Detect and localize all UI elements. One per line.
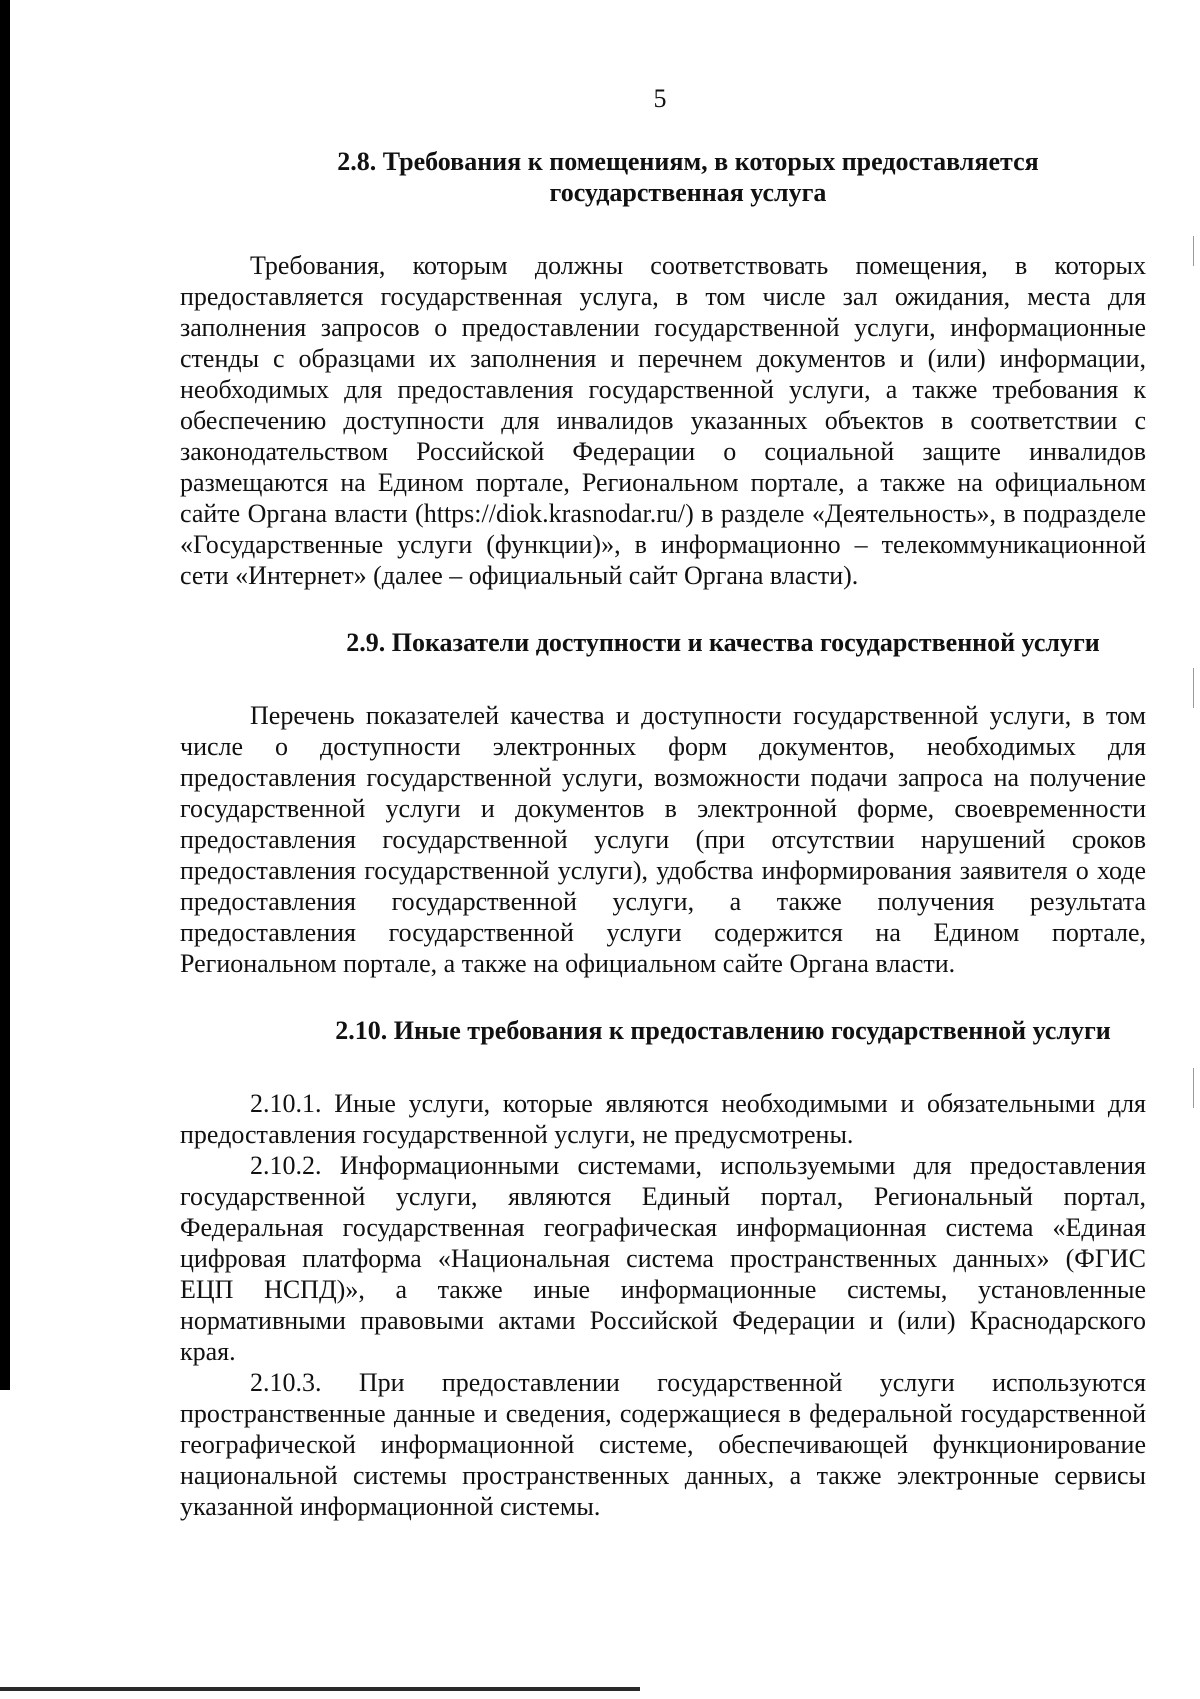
paragraph: 2.10.1. Иные услуги, которые являются необходимыми и обязательными для предоставления государственной услуги, не предусмотрены. xyxy=(180,1089,1146,1149)
scan-mark xyxy=(1193,236,1194,266)
scan-edge-left xyxy=(0,0,10,1390)
page-number: 5 xyxy=(653,84,667,113)
section-heading-2-9: 2.9. Показатели доступности и качества государственной услуги xyxy=(346,628,1100,657)
paragraph: 2.10.2. Информационными системами, используемыми для предоставления государственной услуги, являются Единый портал, Региональный портал, Федеральная государственная географическая информационная система «Единая цифровая платформа «Национальная система пространственных данных» (ФГИС ЕЦП НСПД)», а также иные информационные системы, установленные нормативными правовыми актами Российской Федерации и (или) Краснодарского края. xyxy=(180,1151,1146,1366)
document-body xyxy=(180,146,1146,1522)
paragraph: Перечень показателей качества и доступности государственной услуги, в том числе о доступности электронных форм документов, необходимых для предоставления государственной услуги, возможности подачи запроса на получение государственной услуги и документов в электронной форме, своевременности предоставления государственной услуги (при отсутствии нарушений сроков предоставления государственной услуги), удобства информирования заявителя о ходе предоставления государственной услуги, а также получения результата предоставления государственной услуги содержится на Едином портале, Региональном портале, а также на официальном сайте Органа власти. xyxy=(180,701,1146,978)
scan-edge-bottom xyxy=(0,1687,640,1691)
paragraph: Требования, которым должны соответствовать помещения, в которых предоставляется государственная услуга, в том числе зал ожидания, места для заполнения запросов о предоставлении государственной услуги, информационные стенды с образцами их заполнения и перечнем документов и (или) информации, необходимых для предоставления государственной услуги, а также требования к обеспечению доступности для инвалидов указанных объектов в соответствии с законодательством Российской Федерации о социальной защите инвалидов размещаются на Едином портале, Региональном портале, а также на официальном сайте Органа власти (https://diok.krasnodar.ru/) в разделе «Деятельность», в подразделе «Государственные услуги (функции)», в информационно – телекоммуникационной сети «Интернет» (далее – официальный сайт Органа власти). xyxy=(180,251,1146,590)
section-heading-2-8 xyxy=(180,146,1146,208)
paragraph: 2.10.3. При предоставлении государственной услуги используются пространственные данные и сведения, содержащиеся в федеральной государственной географической информационной системе, обеспечивающей функционирование национальной системы пространственных данных, а также электронные сервисы указанной информационной системы. xyxy=(180,1368,1146,1521)
section-heading-line: государственная услуга xyxy=(549,178,827,207)
scan-mark xyxy=(1193,1068,1194,1108)
scan-mark xyxy=(1193,668,1194,708)
section-heading-line: 2.8. Требования к помещениям, в которых предоставляется xyxy=(337,147,1039,176)
section-heading-2-10: 2.10. Иные требования к предоставлению государственной услуги xyxy=(335,1016,1111,1045)
